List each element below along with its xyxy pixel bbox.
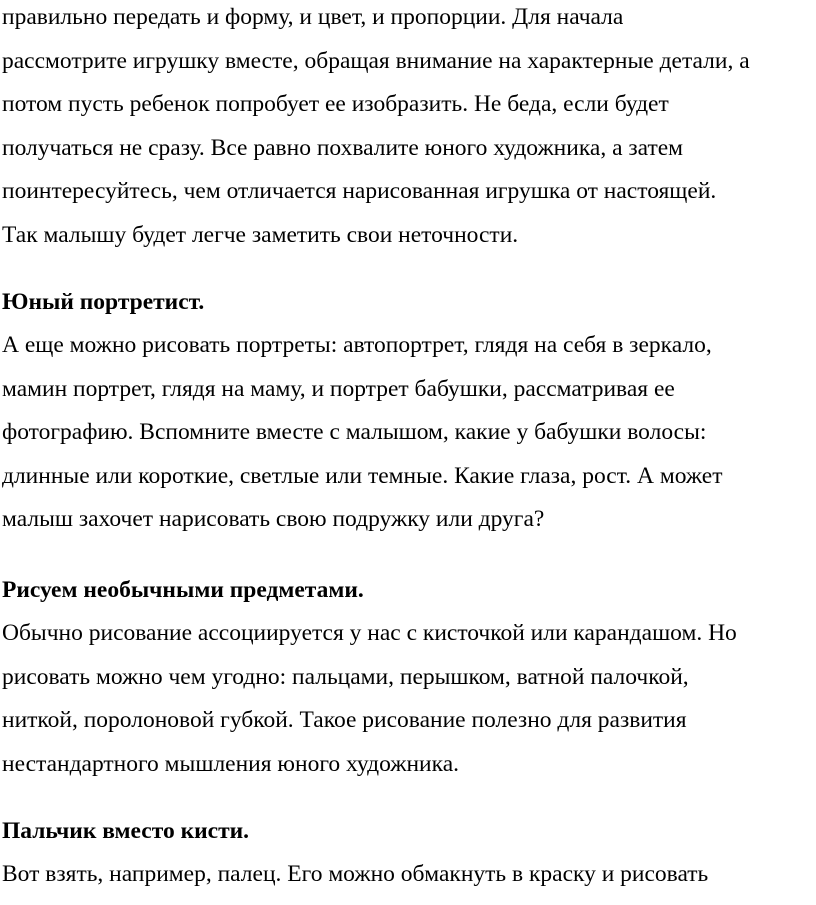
text-line: рассмотрите игрушку вместе, обращая внимание на характерные детали, а (2, 48, 750, 74)
section-heading: Пальчик вместо кисти. (2, 818, 250, 844)
text-line: рисовать можно чем угодно: пальцами, перышком, ватной палочкой, (2, 664, 689, 690)
text-line: Вот взять, например, палец. Его можно обмакнуть в краску и рисовать (2, 861, 709, 887)
text-line: малыш захочет нарисовать свою подружку или друга? (2, 506, 545, 532)
text-line: мамин портрет, глядя на маму, и портрет бабушки, рассматривая ее (2, 376, 675, 402)
section-heading: Юный портретист. (2, 289, 205, 315)
text-line: фотографию. Вспомните вместе с малышом, какие у бабушки волосы: (2, 419, 707, 445)
text-line: Обычно рисование ассоциируется у нас с кисточкой или карандашом. Но (2, 620, 737, 646)
text-line: А еще можно рисовать портреты: автопортрет, глядя на себя в зеркало, (2, 332, 712, 358)
text-line: ниткой, поролоновой губкой. Такое рисование полезно для развития (2, 707, 687, 733)
text-line: правильно передать и форму, и цвет, и пропорции. Для начала (2, 4, 624, 30)
text-line: потом пусть ребенок попробует ее изобразить. Не беда, если будет (2, 91, 669, 117)
text-line: нестандартного мышления юного художника. (2, 751, 459, 777)
text-line: Так малышу будет легче заметить свои неточности. (2, 222, 519, 248)
text-line: получаться не сразу. Все равно похвалите юного художника, а затем (2, 135, 684, 161)
text-line: поинтересуйтесь, чем отличается нарисованная игрушка от настоящей. (2, 178, 717, 204)
text-line: длинные или короткие, светлые или темные. Какие глаза, рост. А может (2, 463, 723, 489)
section-heading: Рисуем необычными предметами. (2, 577, 364, 603)
